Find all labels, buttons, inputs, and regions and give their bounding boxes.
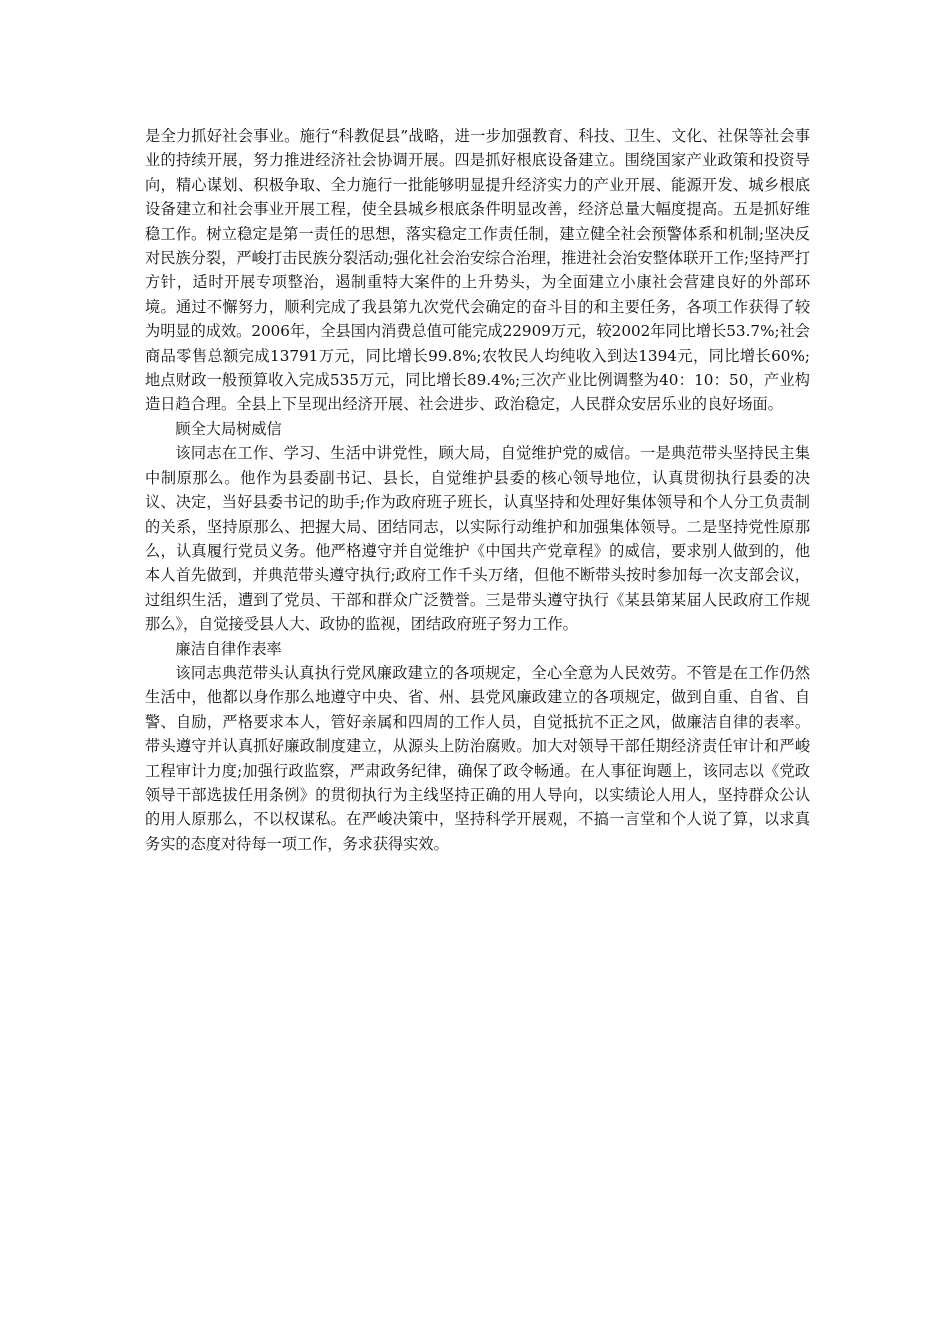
section-heading-integrity: 廉洁自律作表率 bbox=[175, 639, 282, 658]
paragraph-integrity: 该同志典范带头认真执行党风廉政建立的各项规定，全心全意为人民效劳。不管是在工作仍然生活中，他都以身作那么地遵守中央、省、州、县党风廉政建立的各项规定，做到自重、自省、自警、自励，严格要求本人，管好亲属和四周的工作人员，自觉抵抗不正之风，做廉洁自律的表率。带头遵守并认真抓好廉政制度建立，从源头上防治腐败。加大对领导干部任期经济责任审计和严峻工程审计力度;加强行政监察，严肃政务纪律，确保了政令畅通。在人事征询题上，该同志以《党政领导干部选拔任用条例》的贯彻执行为主线坚持正确的用人导向，以实绩论人用人，坚持群众公认的用人原那么，不以权谋私。在严峻决策中，坚持科学开展观，不搞一言堂和个人说了算，以求真务实的态度对待每一项工作，务求获得实效。 bbox=[145, 663, 810, 853]
document-body bbox=[145, 124, 810, 856]
paragraph-party-spirit: 该同志在工作、学习、生活中讲党性，顾大局，自觉维护党的威信。一是典范带头坚持民主集中制原那么。他作为县委副书记、县长，自觉维护县委的核心领导地位，认真贯彻执行县委的决议、决定，当好县委书记的助手;作为政府班子班长，认真坚持和处理好集体领导和个人分工负责制的关系，坚持原那么、把握大局、团结同志，以实际行动维护和加强集体领导。二是坚持党性原那么，认真履行党员义务。他严格遵守并自觉维护《中国共产党章程》的威信，要求别人做到的，他本人首先做到，并典范带头遵守执行;政府工作千头万绪，但他不断带头按时参加每一次支部会议，过组织生活，遭到了党员、干部和群众广泛赞誉。三是带头遵守执行《某县第某届人民政府工作规那么》，自觉接受县人大、政协的监视，团结政府班子努力工作。 bbox=[145, 444, 810, 634]
section-heading-overall-situation: 顾全大局树威信 bbox=[175, 419, 282, 438]
paragraph-social-affairs: 是全力抓好社会事业。施行“科教促县”战略，进一步加强教育、科技、卫生、文化、社保等社会事业的持续开展，努力推进经济社会协调开展。四是抓好根底设备建立。围绕国家产业政策和投资导向，精心谋划、积极争取、全力施行一批能够明显提升经济实力的产业开展、能源开发、城乡根底设备建立和社会事业开展工程，使全县城乡根底条件明显改善，经济总量大幅度提高。五是抓好维稳工作。树立稳定是第一责任的思想，落实稳定工作责任制，建立健全社会预警体系和机制;坚决反对民族分裂，严峻打击民族分裂活动;强化社会治安综合治理，推进社会治安整体联开工作;坚持严打方针，适时开展专项整治，遏制重特大案件的上升势头，为全面建立小康社会营建良好的外部环境。通过不懈努力，顺利完成了我县第九次党代会确定的奋斗目的和主要任务，各项工作获得了较为明显的成效。2006年，全县国内消费总值可能完成22909万元，较2002年同比增长53.7%;社会商品零售总额完成13791万元，同比增长99.8%;农牧民人均纯收入到达1394元，同比增长60%;地点财政一般预算收入完成535万元，同比增长89.4%;三次产业比例调整为40：10：50，产业构造日趋合理。全县上下呈现出经济开展、社会进步、政治稳定，人民群众安居乐业的良好场面。 bbox=[145, 127, 810, 414]
